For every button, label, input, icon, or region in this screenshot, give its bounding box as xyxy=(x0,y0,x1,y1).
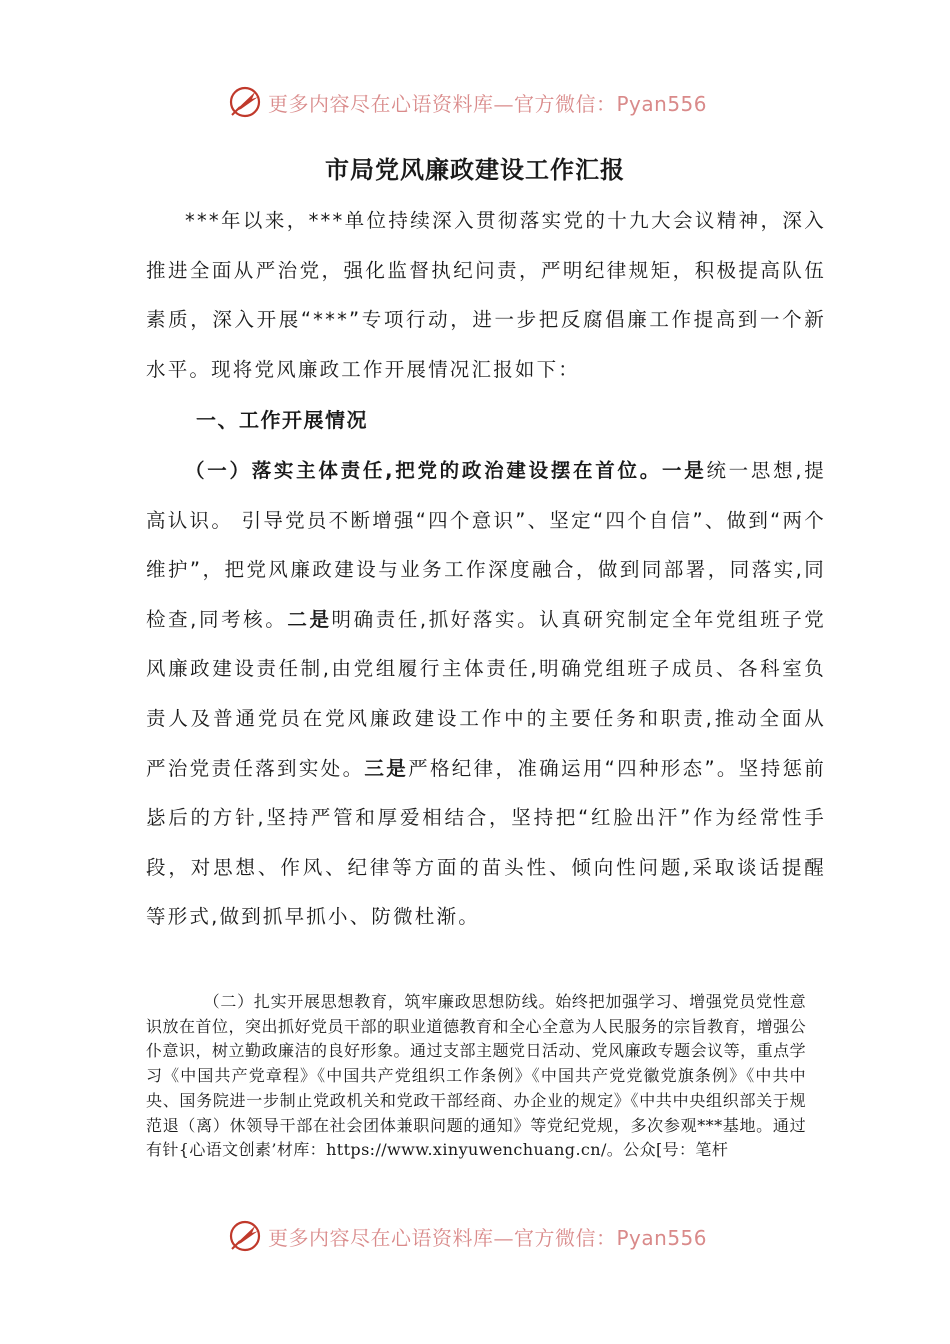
point-1-key: 一是 xyxy=(661,459,707,482)
document-title: 市局党风廉政建设工作汇报 xyxy=(325,156,625,184)
section-1-lead: （一）落实主体责任,把党的政治建设摆在首位。 xyxy=(185,459,662,482)
point-2-text: 明确责任,抓好落实。认真研究制定全年党组班子党风廉政建设责任制,由党组履行主体责任,明确党组班子成员、各科室负责人及普通党员在党风廉政建设工作中的主要任务和职责,推动全面从严治党责任落到实处。 xyxy=(146,607,826,780)
footer-banner xyxy=(228,1216,728,1256)
banner-text: 更多内容尽在心语资料库—官方微信：Pyan556 xyxy=(268,91,708,116)
point-1-text: 统一思想,提高认识。 引导党员不断增强“四个意识”、坚定“四个自信”、做到“两个维护”，把党风廉政建设与业务工作深度融合，做到同部署，同落实,同检查,同考核。 xyxy=(146,459,827,631)
section-heading: 一、工作开展情况 xyxy=(196,408,368,432)
section-1-paragraph xyxy=(146,446,826,942)
section-2-paragraph: （二）扎实开展思想教育，筑牢廉政思想防线。始终把加强学习、增强党员党性意识放在首位，突出抓好党员干部的职业道德教育和全心全意为人民服务的宗旨教育，增强公仆意识，树立勤政廉洁的良好形象。通过支部主题党日活动、党风廉政专题会议等，重点学习《中国共产党章程》《中国共产党组织工作条例》《中国共产党党徽党旗条例》《中共中央、国务院进一步制止党政机关和党政干部经商、办企业的规定》《中共中央组织部关于规范退（离）休领导干部在社会团体兼职问题的通知》等党纪党规，多次参观***基地。通过有针{心语文创素’材库：https://www.xinyuwenchuang.cn/。公众[号：笔杆 xyxy=(146,992,806,1160)
point-2-key: 二是 xyxy=(287,607,332,631)
header-banner xyxy=(228,82,728,122)
intro-paragraph: ***年以来，***单位持续深入贯彻落实党的十九大会议精神，深入推进全面从严治党，强化监督执纪问责，严明纪律规矩，积极提高队伍素质，深入开展“***”专项行动，进一步把反腐倡廉工作提高到一个新水平。现将党风廉政工作开展情况汇报如下： xyxy=(146,209,826,381)
quill-logo-icon xyxy=(228,1219,262,1253)
banner-text: 更多内容尽在心语资料库—官方微信：Pyan556 xyxy=(268,1225,708,1250)
quill-logo-icon xyxy=(228,85,262,119)
point-3-key: 三是 xyxy=(364,756,409,780)
point-3-text: 严格纪律，准确运用“四种形态”。坚持惩前毖后的方针,坚持严管和厚爱相结合，坚持把“红脸出汗”作为经常性手段，对思想、作风、纪律等方面的苗头性、倾向性问题,采取谈话提醒等形式,做到抓早抓小、防微杜渐。 xyxy=(146,756,826,929)
